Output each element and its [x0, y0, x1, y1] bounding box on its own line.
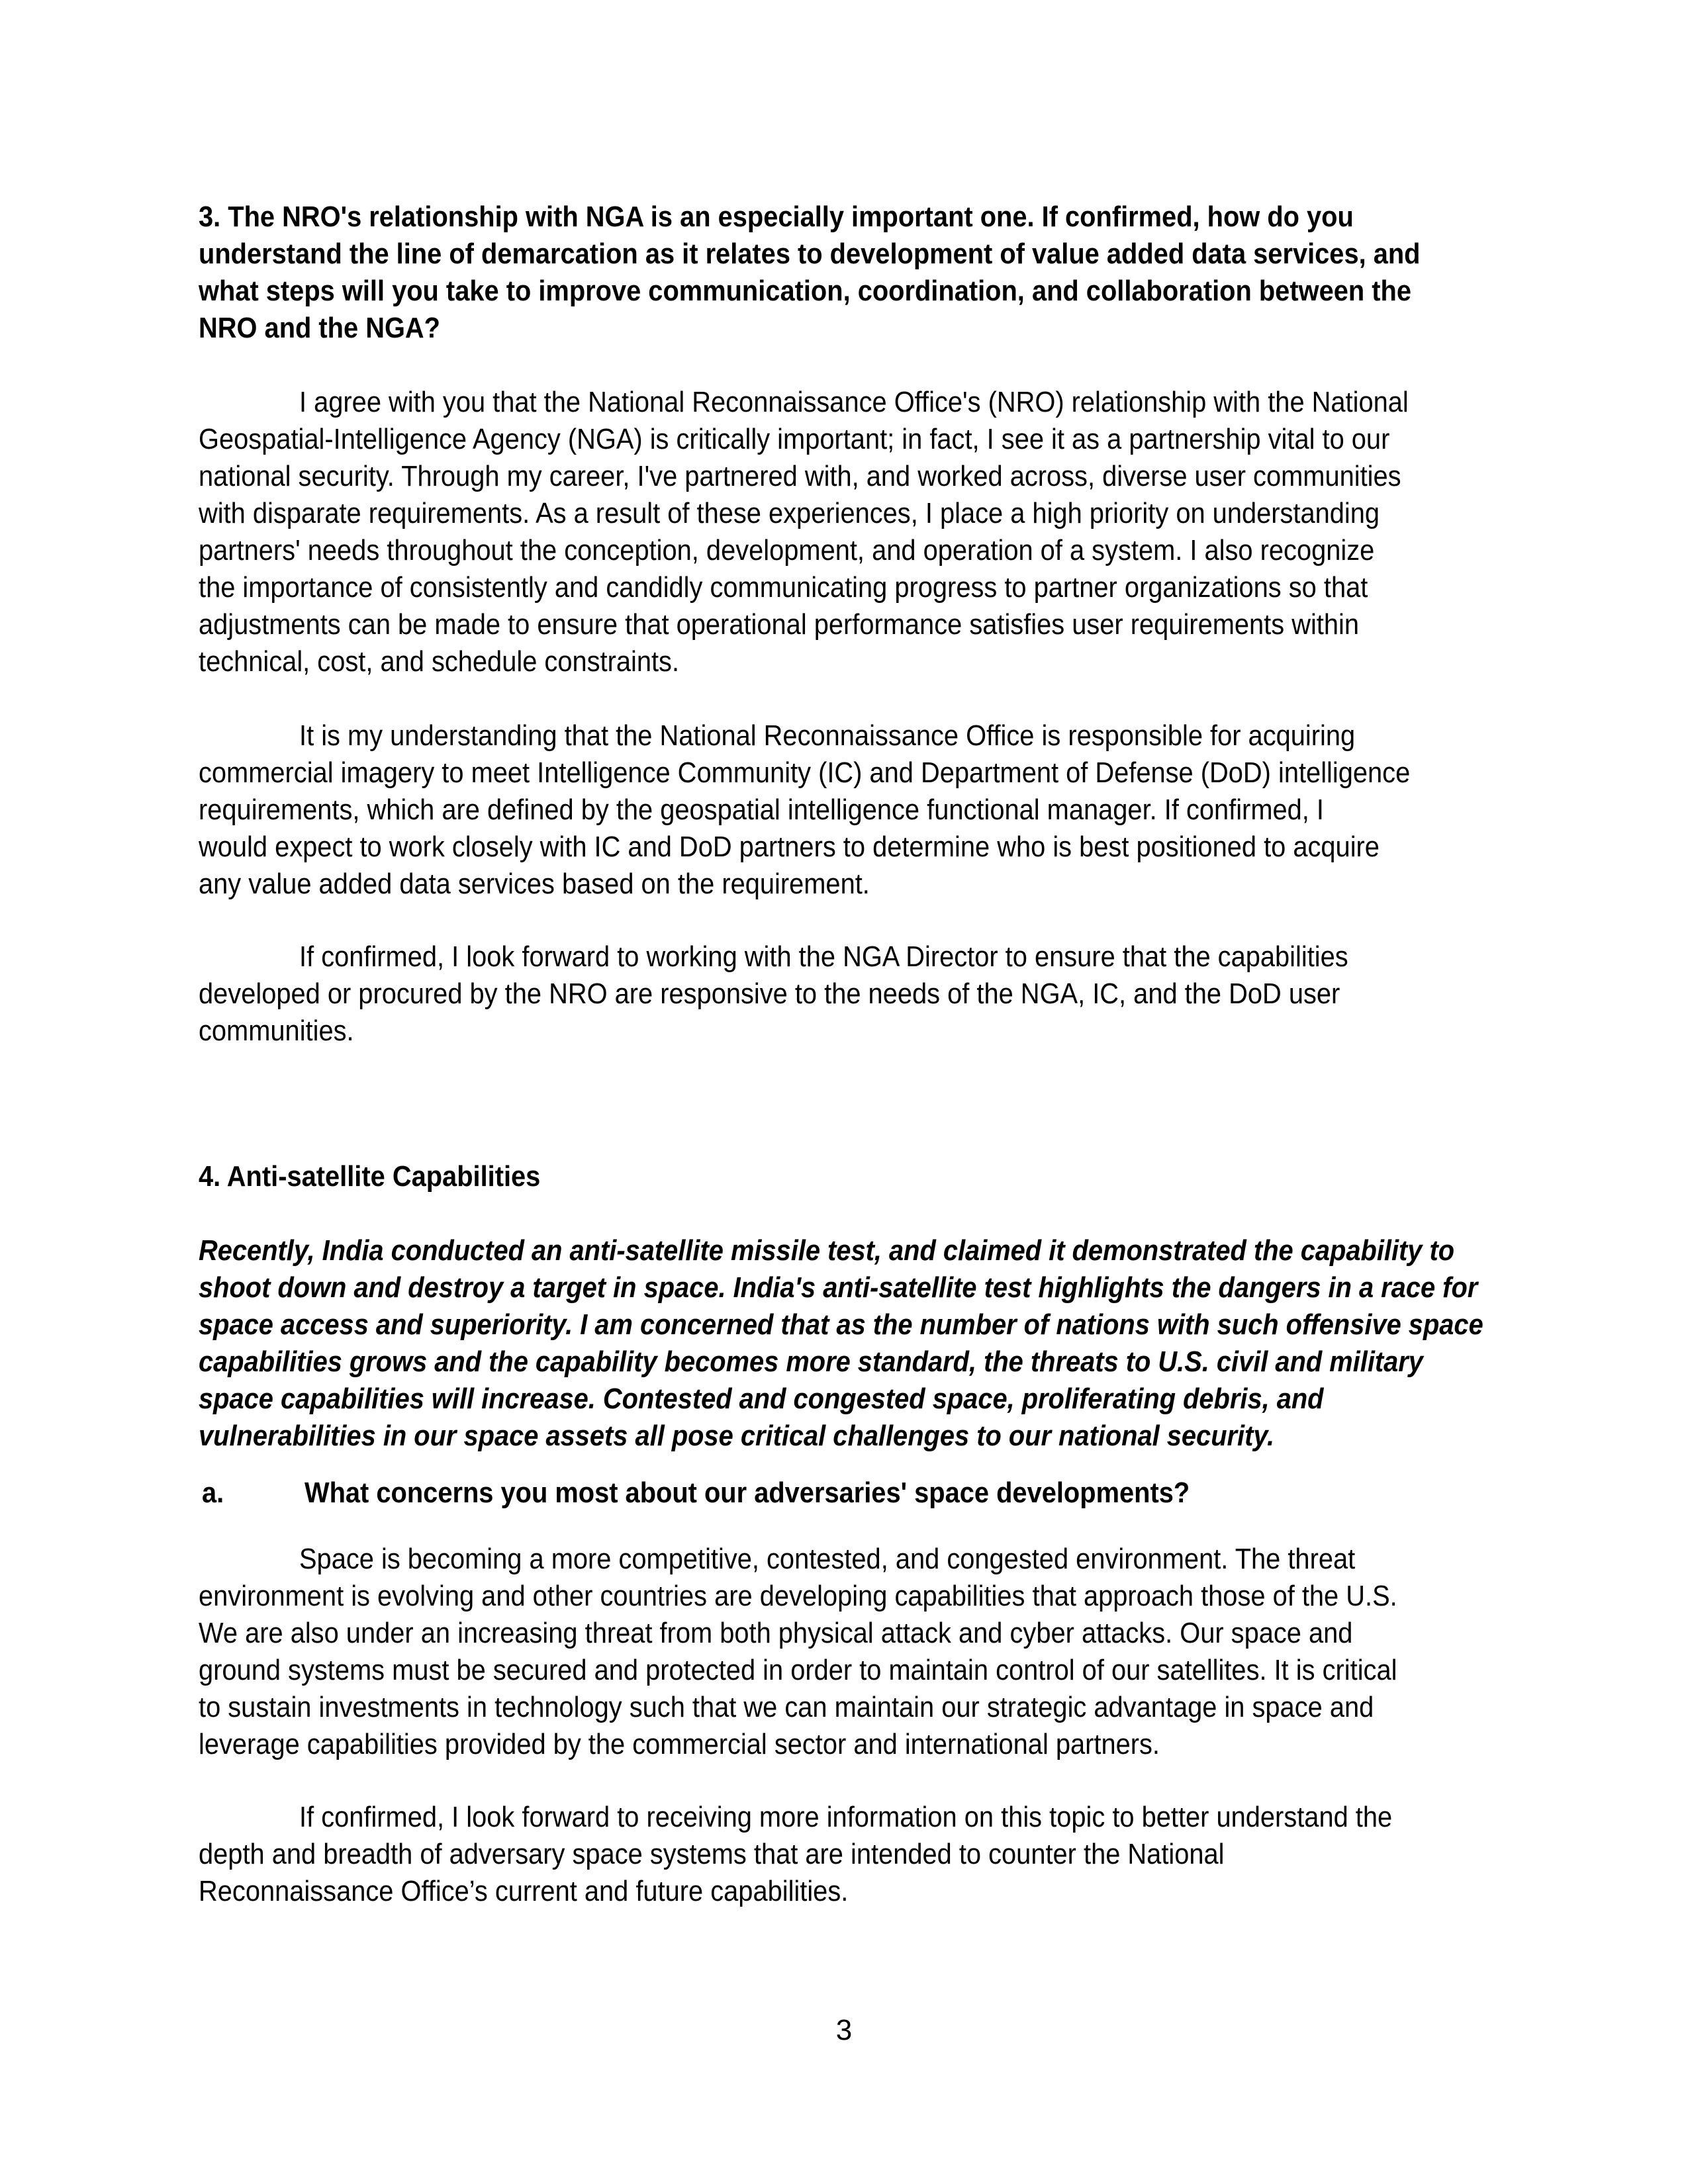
- paragraph-line: with disparate requirements. As a result of these experiences, I place a high priority on understanding: [199, 497, 1380, 529]
- question-3-line: understand the line of demarcation as it relates to development of value added data services, and: [199, 238, 1421, 270]
- sub-question-label: a.: [202, 1477, 224, 1509]
- question-3-line: what steps will you take to improve communication, coordination, and collaboration between the: [199, 275, 1411, 307]
- preamble-line: space access and superiority. I am concerned that as the number of nations with such offensive space: [199, 1308, 1483, 1341]
- question-3-line: NRO and the NGA?: [199, 312, 441, 344]
- page-number: 3: [835, 2014, 853, 2046]
- paragraph-line: If confirmed, I look forward to receiving more information on this topic to better understand the: [299, 1801, 1393, 1833]
- paragraph-line: Reconnaissance Office’s current and future capabilities.: [199, 1875, 849, 1907]
- preamble-line: capabilities grows and the capability becomes more standard, the threats to U.S. civil and military: [199, 1345, 1423, 1378]
- preamble-line: shoot down and destroy a target in space. India's anti-satellite test highlights the dangers in a race for: [199, 1271, 1478, 1304]
- paragraph-line: ground systems must be secured and protected in order to maintain control of our satellites. It is critical: [199, 1654, 1397, 1686]
- paragraph-line: communities.: [199, 1015, 354, 1047]
- paragraph-line: partners' needs throughout the conception, development, and operation of a system. I also recognize: [199, 534, 1375, 567]
- preamble-line: Recently, India conducted an anti-satellite missile test, and claimed it demonstrated the capability to: [199, 1234, 1455, 1267]
- paragraph-line: requirements, which are defined by the geospatial intelligence functional manager. If confirmed, I: [199, 794, 1324, 826]
- paragraph-line: adjustments can be made to ensure that operational performance satisfies user requirements within: [199, 608, 1360, 641]
- section-heading-4: 4. Anti-satellite Capabilities: [199, 1160, 541, 1193]
- paragraph-line: I agree with you that the National Reconnaissance Office's (NRO) relationship with the National: [299, 386, 1409, 418]
- paragraph-line: environment is evolving and other countries are developing capabilities that approach those of the U.S.: [199, 1580, 1397, 1612]
- sub-question-text: What concerns you most about our adversaries' space developments?: [305, 1477, 1190, 1509]
- paragraph-line: If confirmed, I look forward to working with the NGA Director to ensure that the capabilities: [299, 940, 1348, 973]
- paragraph-line: national security. Through my career, I've partnered with, and worked across, diverse user communities: [199, 460, 1401, 492]
- paragraph-line: depth and breadth of adversary space systems that are intended to counter the National: [199, 1838, 1225, 1870]
- paragraph-line: It is my understanding that the National Reconnaissance Office is responsible for acquiring: [299, 719, 1356, 752]
- paragraph-line: any value added data services based on the requirement.: [199, 868, 870, 900]
- paragraph-line: Space is becoming a more competitive, contested, and congested environment. The threat: [299, 1543, 1356, 1575]
- paragraph-line: leverage capabilities provided by the commercial sector and international partners.: [199, 1728, 1160, 1760]
- paragraph-line: developed or procured by the NRO are responsive to the needs of the NGA, IC, and the DoD user: [199, 978, 1340, 1010]
- paragraph-line: to sustain investments in technology such that we can maintain our strategic advantage in space and: [199, 1691, 1374, 1723]
- preamble-line: space capabilities will increase. Contested and congested space, proliferating debris, and: [199, 1383, 1324, 1415]
- paragraph-line: technical, cost, and schedule constraints.: [199, 645, 680, 678]
- preamble-line: vulnerabilities in our space assets all pose critical challenges to our national security.: [199, 1420, 1275, 1452]
- question-3-line: 3. The NRO's relationship with NGA is an especially important one. If confirmed, how do you: [199, 201, 1354, 233]
- paragraph-line: the importance of consistently and candidly communicating progress to partner organizations so that: [199, 571, 1368, 604]
- paragraph-line: We are also under an increasing threat from both physical attack and cyber attacks. Our space and: [199, 1617, 1353, 1649]
- paragraph-line: would expect to work closely with IC and DoD partners to determine who is best positioned to acquire: [199, 831, 1380, 863]
- paragraph-line: commercial imagery to meet Intelligence Community (IC) and Department of Defense (DoD) intelligence: [199, 756, 1411, 789]
- paragraph-line: Geospatial-Intelligence Agency (NGA) is critically important; in fact, I see it as a partnership vital to our: [199, 423, 1390, 455]
